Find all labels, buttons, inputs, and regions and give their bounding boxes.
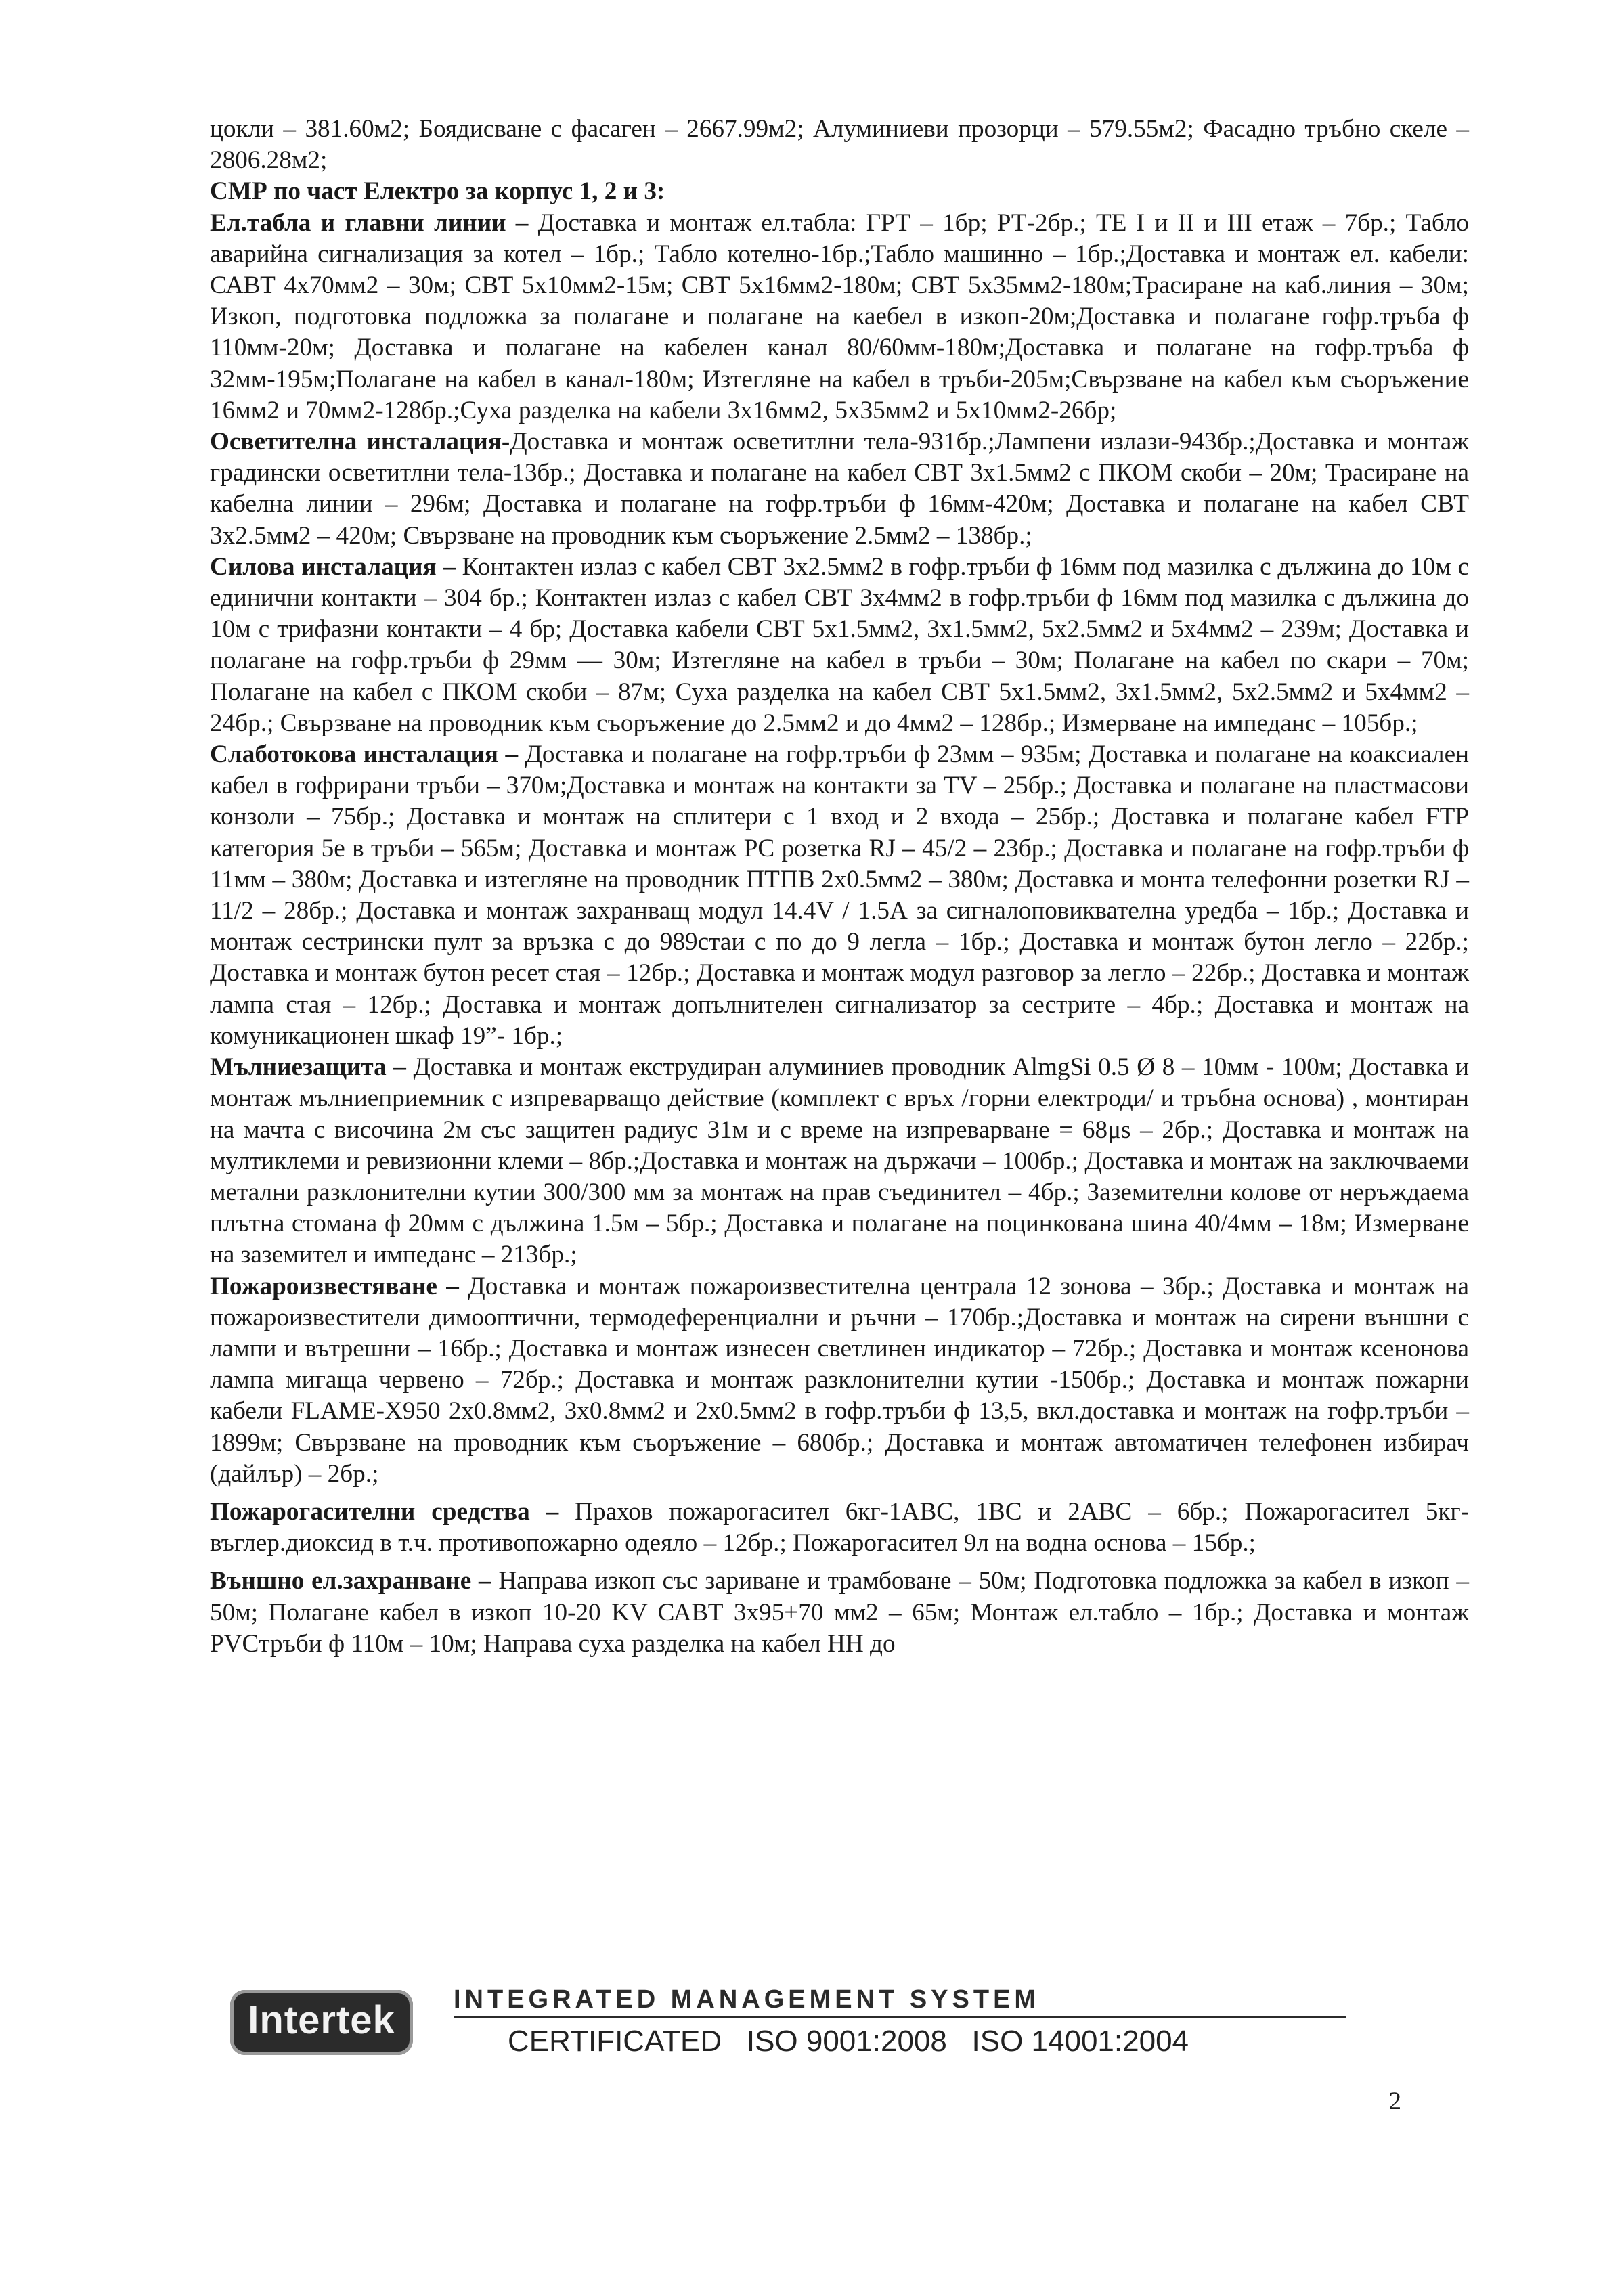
paragraph-heading: Пожароизвестяване – (210, 1272, 468, 1300)
paragraph-text: Контактен излаз с кабел СВТ 3х2.5мм2 в гофр.тръби ф 16мм под мазилка с дължина до 10м с единични контакти – 304 бр.; Контактен излаз с кабел СВТ 3х4мм2 в гофр.тръби ф 16мм под мазилка с дължина до 10м с трифазни контакти – 4 бр; Доставка кабели СВТ 5х1.5мм2, 3х1.5мм2, 5х2.5мм2 и 5х4мм2 – 239м; Доставка и полагане на гофр.тръби ф 29мм — 30м; Изтегляне на кабел в тръби – 30м; Полагане на кабел по скари – 70м; Полагане на кабел с ПКОМ скоби – 87м; Суха разделка на кабел СВТ 5х1.5мм2, 3х1.5мм2, 5х2.5мм2 и 5х4мм2 – 24бр.; Свързване на проводник към съоръжение до 2.5мм2 и до 4мм2 – 128бр.; Измерване на импеданс – 105бр.; (210, 552, 1469, 737)
paragraph-text: цокли – 381.60м2; Боядисване с фасаген – 2667.99м2; Алуминиеви прозорци – 579.55м2; Фасадно тръбно скеле – 2806.28м2; (210, 115, 1469, 175)
paragraph-external-power (210, 1566, 1469, 1660)
paragraph-fire-extinguishers (210, 1497, 1469, 1559)
paragraph-text: Доставка и монтаж ел.табла: ГРТ – 1бр; РТ-2бр.; ТЕ I и II и III етаж – 7бр.; Табло аварийна сигнализация за котел – 1бр.; Табло котелно-1бр.;Табло машинно – 1бр.;Доставка и монтаж ел. кабели: САВТ 4х70мм2 – 30м; СВТ 5х10мм2-15м; СВТ 5х16мм2-180м; СВТ 5х35мм2-180м;Трасиране на каб.линия – 30м; Изкоп, подготовка подложка за полагане и полагане на каебел в изкоп-20м;Доставка и полагане гофр.тръба ф 110мм-20м; Доставка и полагане на кабелен канал 80/60мм-180м;Доставка и полагане на гофр.тръба ф 32мм-195м;Полагане на кабел в канал-180м; Изтегляне на кабел в тръби-205м;Свързване на кабел към съоръжение 16мм2 и 70мм2-128бр.;Суха разделка на кабели 3х16мм2, 5х35мм2 и 5х10мм2-26бр; (210, 208, 1469, 424)
ims-title: INTEGRATED MANAGEMENT SYSTEM (454, 1985, 1040, 2014)
paragraph-text: Доставка и монтаж пожароизвестителна централа 12 зонова – 3бр.; Доставка и монтаж на пожароизвестители димооптични, термодеференциални и ръчни – 170бр.;Доставка и монтаж на сирени външни с лампи и вътрешни – 16бр.; Доставка и монтаж изнесен светлинен индикатор – 72бр.; Доставка и монтаж ксенонова лампа мигаща червено – 72бр.; Доставка и монтаж разклонителни кутии -150бр.; Доставка и монтаж пожарни кабели FLAME-X950 2х0.8мм2, 3х0.8мм2 и 2х0.5мм2 в гофр.тръби ф 13,5, вкл.доставка и монтаж на гофр.тръби – 1899м; Свързване на проводник към съоръжение – 680бр.; Доставка и монтаж автоматичен телефонен избирач (дайлър) – 2бр.; (210, 1272, 1469, 1488)
paragraph-lightning-protection (210, 1052, 1469, 1271)
intertek-logo (230, 1990, 413, 2055)
paragraph-heading: Външно ел.захранване – (210, 1567, 499, 1595)
paragraph-lighting (210, 426, 1469, 552)
section-heading-text: СМР по част Електро за корпус 1, 2 и 3: (210, 177, 665, 206)
paragraph-heading: Слаботокова инсталация – (210, 741, 525, 769)
paragraph-text: Направа изкоп със зариване и трамбоване – 50м; Подготовка подложка за кабел в изкоп – 50м; Полагане кабел в изкоп 10-20 KV САВТ 3х95+70 мм2 – 65м; Монтаж ел.табло – 1бр.; Доставка и монтаж PVCтръби ф 110м – 10м; Направа суха разделка на кабел НН до (210, 1567, 1469, 1658)
paragraph-text: Доставка и монтаж осветитлни тела-931бр.;Лампени излази-943бр.;Доставка и монтаж градински осветитлни тела-13бр.; Доставка и полагане на кабел СВТ 3х1.5мм2 с ПКОМ скоби – 20м; Трасиране на кабелна линии – 296м; Доставка и полагане на гофр.тръби ф 16мм-420м; Доставка и полагане на кабел СВТ 3х2.5мм2 – 420м; Свързване на проводник към съоръжение 2.5мм2 – 138бр.; (210, 428, 1470, 550)
intertek-logo-text: Intertek (248, 1998, 395, 2042)
paragraph-heading: Ел.табла и главни линии – (210, 208, 538, 237)
paragraph-heading: Пожарогасителни средства – (210, 1497, 575, 1526)
paragraph-switchboards (210, 208, 1469, 426)
section-heading-electro (210, 176, 1469, 207)
footer-divider (454, 2016, 1346, 2018)
paragraph-heading: Силова инсталация – (210, 552, 462, 581)
paragraph-low-current (210, 739, 1469, 1052)
paragraph-facade (210, 114, 1469, 176)
paragraph-power (210, 552, 1469, 739)
paragraph-text: Доставка и монтаж екструдиран алуминиев проводник AlmgSi 0.5 Ø 8 – 10мм - 100м; Доставка и монтаж мълниеприемник с изпреварващо действие (комплект с връх /горни електроди/ и тръбна основа) , монтиран на мачта с височина 2м със защитен радиус 31м и с време на изпреварване = 68μs – 2бр.; Доставка и монтаж на мултиклеми и ревизионни клеми – 8бр.;Доставка и монтаж на държачи – 100бр.; Доставка и монтаж на заключваеми метални разклонителни кутии 300/300 мм за монтаж на прав съединител – 4бр.; Заземителни колове от неръждаема плътна стомана ф 20мм с дължина 1.5м – 5бр.; Доставка и полагане на поцинкована шина 40/4мм – 18м; Измерване на заземител и импеданс – 213бр.; (210, 1053, 1469, 1269)
paragraph-text: Прахов пожарогасител 6кг-1АВС, 1ВС и 2АВС – 6бр.; Пожарогасител 5кг-въглер.диоксид в т.ч. противопожарно одеяло – 12бр.; Пожарогасител 9л на водна основа – 15бр.; (210, 1497, 1469, 1558)
certification-text: CERTIFICATED ISO 9001:2008 ISO 14001:2004 (508, 2025, 1189, 2058)
paragraph-text: Доставка и полагане на гофр.тръби ф 23мм – 935м; Доставка и полагане на коаксиален кабел в гофрирани тръби – 370м;Доставка и монтаж на контакти за TV – 25бр.; Доставка и полагане на пластмасови конзоли – 75бр.; Доставка и монтаж на сплитери с 1 вход и 2 входа – 25бр.; Доставка и полагане кабел FTP категория 5е в тръби – 565м; Доставка и монтаж PC розетка RJ – 45/2 – 23бр.; Доставка и полагане на гофр.тръби ф 11мм – 380м; Доставка и изтегляне на проводник ПТПВ 2х0.5мм2 – 380м; Доставка и монта телефонни розетки RJ – 11/2 – 28бр.; Доставка и монтаж захранващ модул 14.4V / 1.5А за сигналоповиквателна уредба – 1бр.; Доставка и монтаж сестрински пулт за връзка с до 989стаи с по до 9 легла – 1бр.; Доставка и монтаж бутон легло – 22бр.; Доставка и монтаж бутон ресет стая – 12бр.; Доставка и монтаж модул разговор за легло – 22бр.; Доставка и монтаж лампа стая – 12бр.; Доставка и монтаж допълнителен сигнализатор за сестрите – 4бр.; Доставка и монтаж на комуникационен шкаф 19”- 1бр.; (210, 741, 1470, 1050)
paragraph-fire-alarm (210, 1271, 1469, 1490)
certification-footer (230, 1985, 1347, 2079)
paragraph-heading: Мълниезащита – (210, 1053, 414, 1082)
document-body (210, 114, 1469, 1660)
paragraph-heading: Осветителна инсталация- (210, 428, 510, 456)
page-number: 2 (1388, 2088, 1401, 2115)
